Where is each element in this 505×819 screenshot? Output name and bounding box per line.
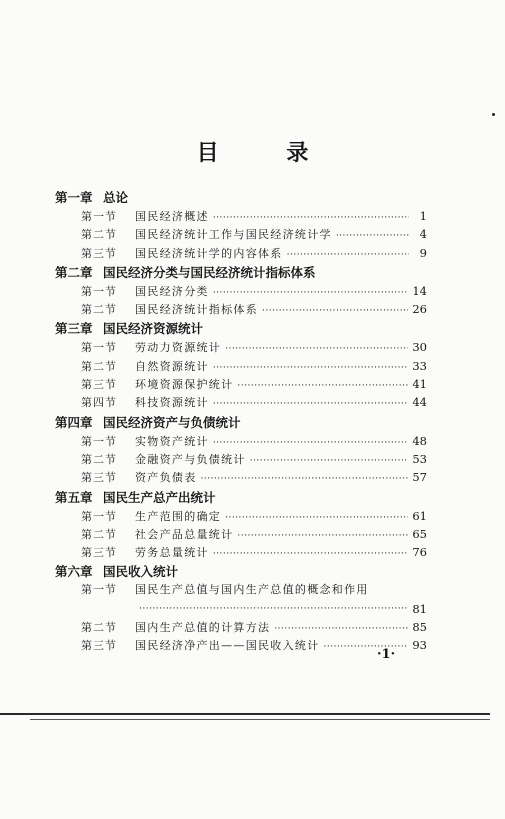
toc-entry[interactable] (55, 338, 427, 356)
section-number: 第三节 (81, 639, 117, 653)
dot-leader (225, 340, 408, 358)
dot-leader (213, 545, 409, 563)
page-number: 57 (412, 470, 427, 485)
section-number: 第三节 (81, 246, 117, 260)
chapter-title: 国民收入统计 (103, 564, 179, 580)
section-title: 国民经济统计学的内容体系 (135, 246, 283, 260)
chapter-heading (55, 188, 427, 207)
dot-leader (262, 302, 408, 320)
toc-entry[interactable] (55, 450, 427, 468)
section-title: 金融资产与负债统计 (135, 452, 246, 466)
chapter-number: 第六章 (55, 564, 93, 580)
section-number: 第二节 (81, 621, 117, 635)
toc-entry[interactable] (55, 393, 427, 411)
section-title: 社会产品总量统计 (135, 527, 234, 541)
toc-entry[interactable] (55, 525, 427, 543)
dot-leader (250, 452, 409, 470)
section-number: 第一节 (81, 434, 117, 448)
dot-leader (237, 377, 408, 395)
chapter-number: 第三章 (55, 321, 93, 337)
section-title: 科技资源统计 (135, 396, 209, 410)
chapter-number: 第一章 (55, 190, 93, 205)
section-number: 第三节 (81, 471, 117, 485)
section-title: 国内生产总值的计算方法 (135, 621, 271, 635)
page-number: 1 (419, 209, 427, 223)
dot-leader (139, 600, 408, 618)
page-number: 9 (419, 245, 427, 260)
section-number: 第二节 (81, 452, 117, 466)
dot-leader (213, 434, 409, 452)
section-title: 国民经济概述 (135, 210, 209, 223)
toc-entry[interactable] (55, 543, 427, 561)
dot-leader (324, 638, 409, 656)
toc-entry[interactable] (55, 300, 427, 318)
section-title: 实物资产统计 (135, 434, 209, 448)
page-number: 4 (419, 227, 427, 242)
toc-entry[interactable] (55, 636, 427, 654)
toc-entry[interactable] (55, 225, 427, 243)
page-number: 93 (412, 638, 427, 653)
section-title: 生产范围的确定 (135, 509, 222, 523)
section-number: 第二节 (81, 303, 117, 317)
toc-entry[interactable] (55, 507, 427, 525)
section-number: 第一节 (81, 284, 117, 298)
table-of-contents (55, 187, 427, 655)
page-number: 53 (412, 451, 427, 466)
page-number: 26 (412, 302, 427, 317)
dot-leader (336, 227, 409, 245)
section-title: 国民经济分类 (135, 284, 209, 298)
section-number: 第一节 (81, 210, 117, 223)
dot-leader (213, 395, 409, 413)
section-title: 国民生产总值与国内生产总值的概念和作用 (135, 583, 369, 597)
section-number: 第三节 (81, 546, 117, 560)
toc-entry[interactable] (55, 207, 427, 225)
dot-leader (213, 359, 409, 377)
page-number: 65 (412, 526, 427, 541)
toc-entry[interactable] (55, 468, 427, 486)
page-number: 81 (412, 601, 427, 616)
section-number: 第三节 (81, 378, 117, 392)
section-number: 第一节 (81, 341, 117, 355)
section-number: 第四节 (81, 396, 117, 410)
dot-leader (201, 470, 409, 488)
page-number: 30 (412, 340, 427, 355)
chapter-heading (55, 562, 427, 581)
chapter-title: 国民经济分类与国民经济统计指标体系 (103, 264, 316, 280)
section-title: 劳动力资源统计 (135, 341, 222, 355)
dot-leader (237, 527, 408, 545)
section-title: 劳务总量统计 (135, 546, 209, 560)
section-title: 自然资源统计 (135, 359, 209, 373)
page-number: 33 (412, 358, 427, 373)
page-number: 76 (412, 545, 427, 560)
section-title: 环境资源保护统计 (135, 378, 234, 392)
toc-entry[interactable] (55, 581, 427, 618)
chapter-number: 第四章 (55, 414, 93, 430)
page-number: 41 (412, 377, 427, 392)
page-title: 目 录 (196, 140, 339, 166)
toc-entry[interactable] (55, 618, 427, 636)
section-number: 第二节 (81, 228, 117, 242)
page-number: 44 (412, 395, 427, 410)
scan-speck (492, 113, 495, 116)
section-title: 国民经济净产出——国民收入统计 (135, 639, 320, 653)
chapter-title: 国民经济资产与负债统计 (103, 414, 241, 430)
dot-leader (274, 620, 408, 638)
toc-entry[interactable] (55, 244, 427, 262)
toc-entry[interactable] (55, 357, 427, 375)
toc-entry[interactable] (55, 432, 427, 450)
folio-page-number: ·1· (377, 647, 396, 662)
section-title: 国民经济统计工作与国民经济统计学 (135, 228, 332, 242)
dot-leader (225, 509, 408, 527)
chapter-heading (55, 413, 427, 432)
chapter-number: 第二章 (55, 264, 93, 280)
section-number: 第二节 (81, 527, 117, 541)
chapter-heading (55, 263, 427, 282)
dot-leader (213, 284, 409, 302)
section-number: 第一节 (81, 583, 117, 597)
chapter-title: 总论 (103, 190, 129, 205)
chapter-heading (55, 488, 427, 507)
dot-leader (213, 209, 409, 227)
page-number: 48 (412, 433, 427, 448)
chapter-title: 国民经济资源统计 (103, 321, 204, 337)
scan-edge-line (30, 719, 490, 720)
dot-leader (287, 246, 409, 264)
chapter-number: 第五章 (55, 489, 93, 505)
page-number: 61 (412, 508, 427, 523)
page-number: 14 (412, 283, 427, 298)
section-title: 资产负债表 (135, 471, 197, 485)
page-number: 85 (412, 620, 427, 635)
toc-entry[interactable] (55, 282, 427, 300)
chapter-heading (55, 319, 427, 338)
section-title: 国民经济统计指标体系 (135, 303, 258, 317)
toc-entry[interactable] (55, 375, 427, 393)
chapter-title: 国民生产总产出统计 (103, 489, 216, 505)
section-number: 第二节 (81, 359, 117, 373)
section-number: 第一节 (81, 509, 117, 523)
scan-edge-line (0, 713, 490, 715)
